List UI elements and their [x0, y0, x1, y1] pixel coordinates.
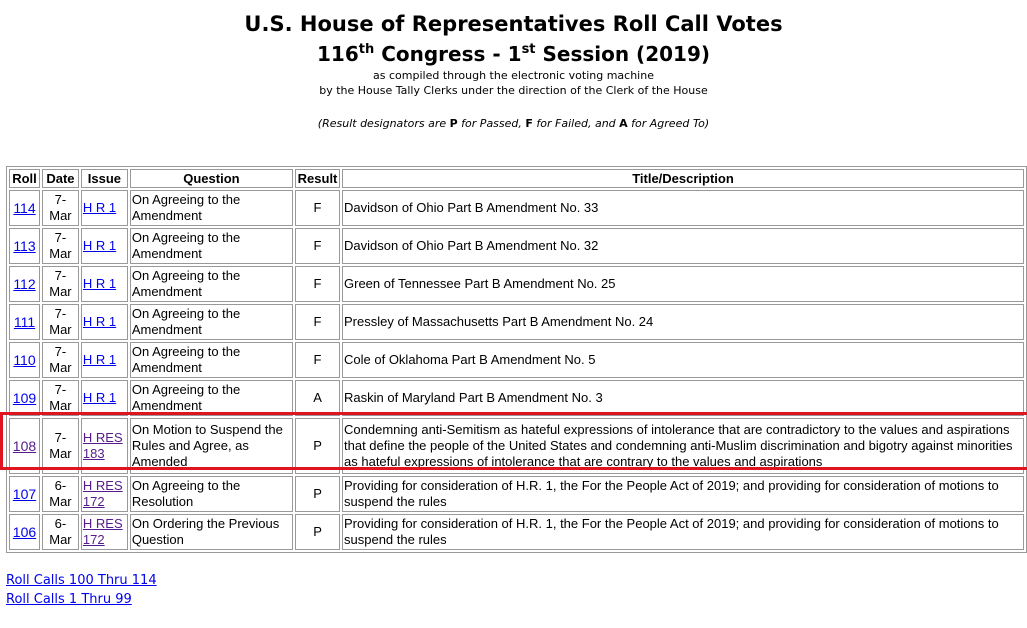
table-row: [9, 304, 1024, 340]
legend-prefix: (Result designators are: [317, 117, 450, 130]
result-cell: F: [295, 190, 340, 226]
congress-number: 116: [317, 42, 359, 66]
date-cell: 7-Mar: [42, 304, 79, 340]
roll-calls-1-99-link[interactable]: Roll Calls 1 Thru 99: [6, 592, 132, 607]
table-header-row: [9, 169, 1024, 188]
result-cell: F: [295, 304, 340, 340]
issue-link[interactable]: H R 1: [82, 200, 117, 215]
issue-link[interactable]: H R 1: [82, 352, 117, 367]
question-text: On Agreeing to the Amendment: [131, 382, 241, 413]
result-cell: P: [295, 418, 340, 474]
table-row: [9, 476, 1024, 512]
question-text: On Agreeing to the Resolution: [131, 478, 241, 509]
legend-p-code: P: [449, 117, 458, 130]
roll-link[interactable]: 109: [12, 390, 37, 406]
roll-link[interactable]: 111: [13, 314, 36, 330]
header-title: Title/Description: [342, 169, 1024, 188]
result-cell: A: [295, 380, 340, 416]
table-row: [9, 266, 1024, 302]
compiled-line-1: as compiled through the electronic voting machine: [373, 69, 654, 82]
table-row: [9, 342, 1024, 378]
table-row: [9, 190, 1024, 226]
header-result: Result: [295, 169, 340, 188]
issue-link[interactable]: H R 1: [82, 238, 117, 253]
page-header: [0, 11, 1027, 131]
roll-link[interactable]: 113: [13, 238, 36, 254]
question-cell: [130, 380, 293, 416]
roll-link[interactable]: 108: [12, 438, 37, 454]
issue-cell: [81, 266, 128, 302]
title-cell: Raskin of Maryland Part B Amendment No. 3: [342, 380, 1024, 416]
issue-link[interactable]: H R 1: [82, 390, 117, 405]
header-roll: Roll: [9, 169, 40, 188]
result-cell: P: [295, 514, 340, 550]
roll-cell: [9, 266, 40, 302]
title-cell: Davidson of Ohio Part B Amendment No. 33: [342, 190, 1024, 226]
roll-cell: [9, 476, 40, 512]
page-title: U.S. House of Representatives Roll Call Votes: [244, 12, 783, 36]
issue-link[interactable]: H R 1: [82, 276, 117, 291]
issue-cell: [81, 190, 128, 226]
date-cell: 7-Mar: [42, 190, 79, 226]
issue-cell: [81, 514, 128, 550]
roll-link[interactable]: 112: [13, 276, 36, 292]
question-text: On Agreeing to the Amendment: [131, 230, 241, 261]
date-cell: 6-Mar: [42, 514, 79, 550]
issue-cell: [81, 342, 128, 378]
roll-call-table: [6, 166, 1027, 553]
question-cell: [130, 342, 293, 378]
legend-a-code: A: [619, 117, 628, 130]
roll-link[interactable]: 110: [13, 352, 36, 368]
roll-cell: [9, 228, 40, 264]
table-row: [9, 380, 1024, 416]
roll-cell: [9, 380, 40, 416]
issue-link[interactable]: H RES 172: [82, 516, 123, 547]
question-cell: [130, 304, 293, 340]
roll-cell: [9, 190, 40, 226]
question-text: On Agreeing to the Amendment: [131, 192, 241, 223]
title-cell: Providing for consideration of H.R. 1, the For the People Act of 2019; and providing for consideration of motions to suspend the rules: [342, 514, 1024, 550]
congress-ordinal: th: [358, 42, 375, 57]
table-row: [9, 514, 1024, 550]
title-cell: Providing for consideration of H.R. 1, the For the People Act of 2019; and providing for consideration of motions to suspend the rules: [342, 476, 1024, 512]
date-cell: 7-Mar: [42, 380, 79, 416]
roll-cell: [9, 418, 40, 474]
date-cell: 7-Mar: [42, 266, 79, 302]
roll-link[interactable]: 106: [12, 524, 37, 540]
roll-cell: [9, 342, 40, 378]
title-cell: Condemning anti-Semitism as hateful expressions of intolerance that are contradictory to the values and aspirations that define the people of the United States and condemning anti-Muslim discrimination and bigotry against minorities as hateful expressions of intolerance that are contrary to the values and aspirations: [342, 418, 1024, 474]
question-text: On Agreeing to the Amendment: [131, 306, 241, 337]
question-text: On Agreeing to the Amendment: [131, 268, 241, 299]
legend-f-code: F: [525, 117, 533, 130]
roll-link[interactable]: 107: [12, 486, 37, 502]
session-ordinal: st: [521, 42, 536, 57]
question-cell: On Motion to Suspend the Rules and Agree, as Amended: [130, 418, 293, 474]
roll-link[interactable]: 114: [13, 200, 36, 216]
legend-f-text: for Failed, and: [532, 117, 620, 130]
footer-links: [6, 571, 157, 609]
issue-link[interactable]: H RES 183: [82, 430, 123, 461]
title-cell: Davidson of Ohio Part B Amendment No. 32: [342, 228, 1024, 264]
date-cell: 6-Mar: [42, 476, 79, 512]
question-cell: [130, 476, 293, 512]
title-cell: Cole of Oklahoma Part B Amendment No. 5: [342, 342, 1024, 378]
congress-session-title: [0, 41, 1027, 67]
session-rest: Session (2019): [535, 42, 710, 66]
legend-a-text: for Agreed To): [627, 117, 710, 130]
issue-cell: [81, 418, 128, 474]
question-cell: [130, 266, 293, 302]
issue-cell: [81, 228, 128, 264]
issue-cell: [81, 380, 128, 416]
question-cell: [130, 228, 293, 264]
date-cell: 7-Mar: [42, 418, 79, 474]
result-cell: P: [295, 476, 340, 512]
question-text: On Agreeing to the Amendment: [131, 344, 241, 375]
result-cell: F: [295, 266, 340, 302]
roll-cell: [9, 304, 40, 340]
issue-link[interactable]: H R 1: [82, 314, 117, 329]
result-legend: [0, 117, 1027, 131]
issue-cell: [81, 304, 128, 340]
congress-mid: Congress - 1: [374, 42, 522, 66]
table-row-highlighted: [9, 418, 1024, 474]
result-cell: F: [295, 342, 340, 378]
header-issue: Issue: [81, 169, 128, 188]
result-cell: F: [295, 228, 340, 264]
table-row: [9, 228, 1024, 264]
issue-cell: [81, 476, 128, 512]
date-cell: 7-Mar: [42, 342, 79, 378]
legend-p-text: for Passed,: [457, 117, 526, 130]
question-text: On Ordering the Previous Question: [131, 516, 280, 547]
header-date: Date: [42, 169, 79, 188]
header-question: Question: [130, 169, 293, 188]
question-cell: [130, 190, 293, 226]
date-cell: 7-Mar: [42, 228, 79, 264]
roll-calls-100-114-link[interactable]: Roll Calls 100 Thru 114: [6, 573, 157, 588]
issue-link[interactable]: H RES 172: [82, 478, 123, 509]
title-cell: Pressley of Massachusetts Part B Amendment No. 24: [342, 304, 1024, 340]
question-cell: [130, 514, 293, 550]
roll-cell: [9, 514, 40, 550]
title-cell: Green of Tennessee Part B Amendment No. 25: [342, 266, 1024, 302]
compiled-line-2: by the House Tally Clerks under the direction of the Clerk of the House: [319, 84, 708, 97]
